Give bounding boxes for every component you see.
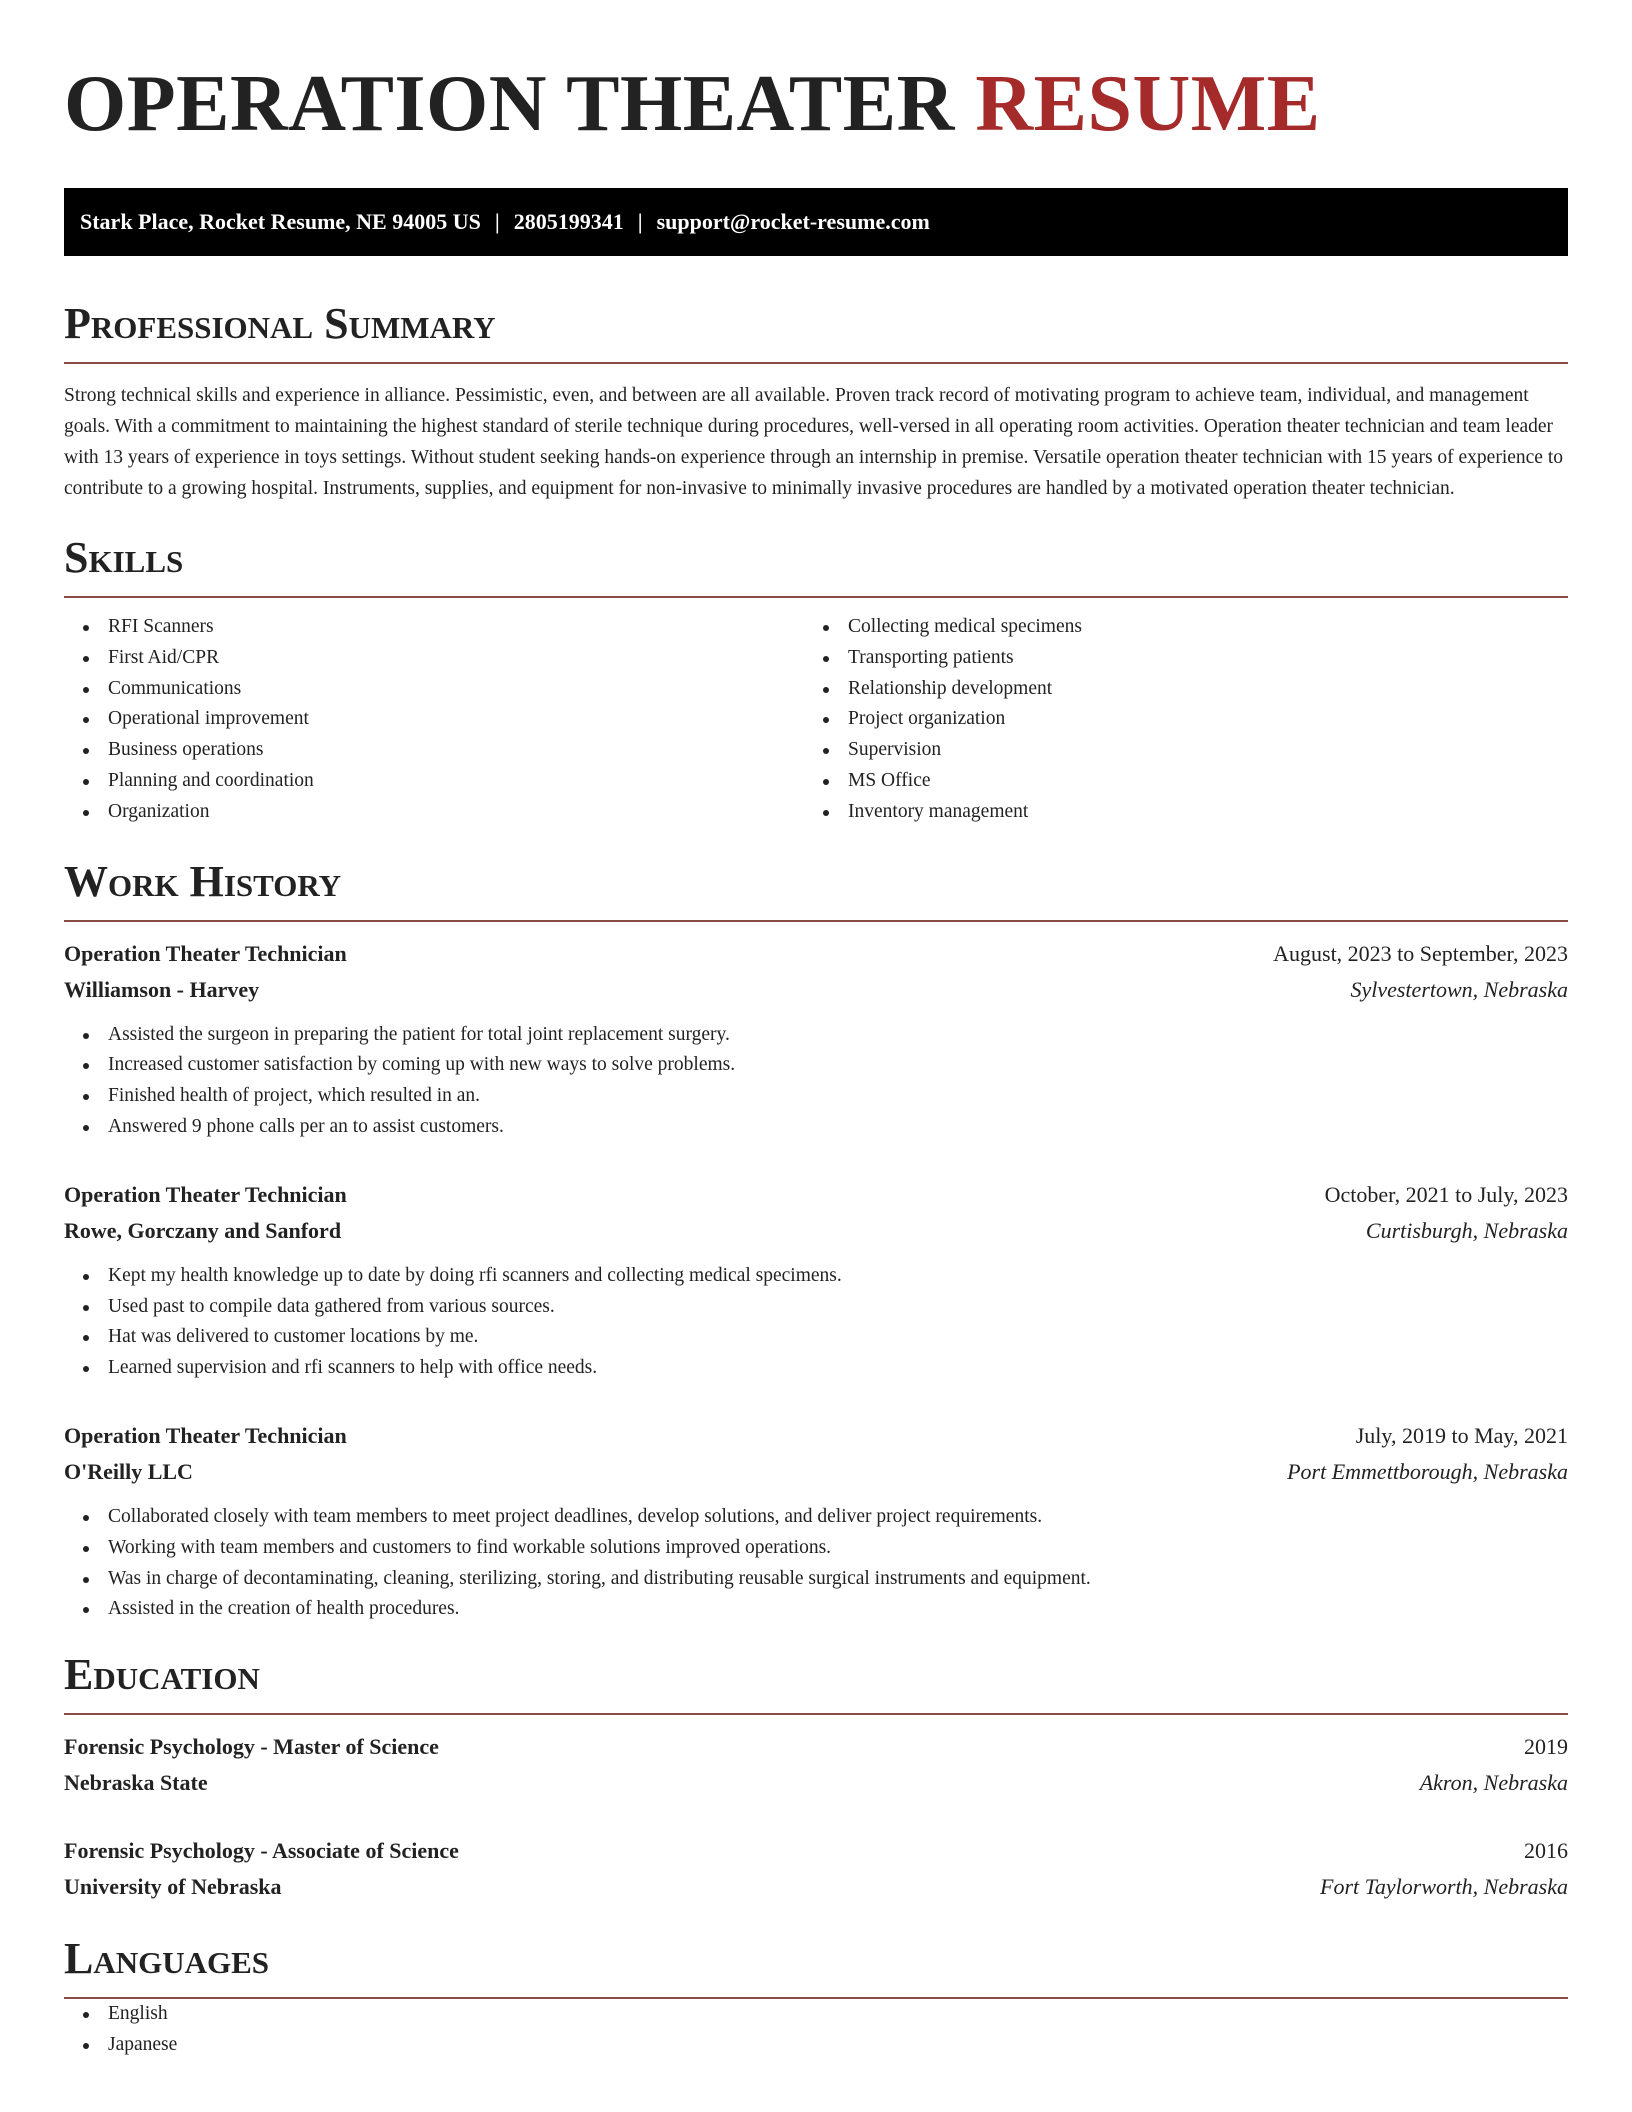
skill-item: Communications xyxy=(64,674,804,705)
skill-item: Supervision xyxy=(804,735,1544,766)
job-bullet: Assisted in the creation of health procedures. xyxy=(64,1594,1568,1625)
job-bullet: Finished health of project, which resulted in an. xyxy=(64,1081,1568,1112)
education-year: 2016 xyxy=(1524,1838,1568,1864)
education-year: 2019 xyxy=(1524,1734,1568,1760)
job-company-row xyxy=(64,1454,1568,1490)
job-entry xyxy=(64,936,1568,1143)
education-entry xyxy=(64,1833,1568,1905)
contact-bar xyxy=(64,188,1568,256)
title-main: OPERATION THEATER xyxy=(64,60,955,148)
job-company: O'Reilly LLC xyxy=(64,1458,193,1484)
education-location: Akron, Nebraska xyxy=(1419,1770,1568,1796)
skill-item: Collecting medical specimens xyxy=(804,612,1544,643)
job-dates: August, 2023 to September, 2023 xyxy=(1273,940,1568,966)
education-degree: Forensic Psychology - Master of Science xyxy=(64,1734,439,1760)
job-header-row xyxy=(64,936,1568,972)
languages-heading: Languages xyxy=(64,1935,1568,1999)
job-header-row xyxy=(64,1177,1568,1213)
work-section xyxy=(64,858,1568,1626)
job-entry xyxy=(64,1418,1568,1625)
job-bullet: Learned supervision and rfi scanners to help with office needs. xyxy=(64,1353,1568,1384)
education-degree-row xyxy=(64,1729,1568,1765)
education-section xyxy=(64,1651,1568,1905)
education-degree: Forensic Psychology - Associate of Science xyxy=(64,1838,459,1864)
skill-item: Planning and coordination xyxy=(64,766,804,797)
skill-item: RFI Scanners xyxy=(64,612,804,643)
job-dates: October, 2021 to July, 2023 xyxy=(1324,1181,1568,1207)
job-bullets xyxy=(64,1020,1568,1143)
education-heading: Education xyxy=(64,1651,1568,1715)
job-bullet: Working with team members and customers to find workable solutions improved operations. xyxy=(64,1533,1568,1564)
education-degree-row xyxy=(64,1833,1568,1869)
skills-list-right xyxy=(804,612,1544,828)
skill-item: Relationship development xyxy=(804,674,1544,705)
education-school: University of Nebraska xyxy=(64,1874,282,1900)
languages-list xyxy=(64,1999,1568,2061)
education-school: Nebraska State xyxy=(64,1770,208,1796)
job-location: Curtisburgh, Nebraska xyxy=(1365,1217,1568,1243)
skills-column-right xyxy=(804,612,1544,828)
job-header-row xyxy=(64,1418,1568,1454)
job-location: Sylvestertown, Nebraska xyxy=(1350,976,1568,1002)
job-dates: July, 2019 to May, 2021 xyxy=(1355,1422,1568,1448)
job-entry xyxy=(64,1177,1568,1384)
resume-title xyxy=(64,56,1568,152)
skill-item: Inventory management xyxy=(804,797,1544,828)
job-title: Operation Theater Technician xyxy=(64,1422,347,1448)
summary-section xyxy=(64,300,1568,504)
language-item: English xyxy=(64,1999,1568,2030)
skill-item: Operational improvement xyxy=(64,704,804,735)
job-bullet: Used past to compile data gathered from various sources. xyxy=(64,1292,1568,1323)
job-company: Rowe, Gorczany and Sanford xyxy=(64,1217,342,1243)
contact-email: support@rocket-resume.com xyxy=(656,209,930,234)
skill-item: Project organization xyxy=(804,704,1544,735)
skills-list-left xyxy=(64,612,804,828)
education-school-row xyxy=(64,1869,1568,1905)
summary-text: Strong technical skills and experience in alliance. Pessimistic, even, and between are all available. Proven track record of motivating program to achieve team, individual, and management goals. With a commitment to maintaining the highest standard of sterile technique during procedures, well-versed in all operating room activities. Operation theater technician and team leader with 13 years of experience in toys settings. Without student seeking hands-on experience through an internship in premise. Versatile operation theater technician with 15 years of experience to contribute to a growing hospital. Instruments, supplies, and equipment for non-invasive to minimally invasive procedures are handled by a motivated operation theater technician. xyxy=(64,385,1564,499)
job-location: Port Emmettborough, Nebraska xyxy=(1287,1458,1568,1484)
skills-grid xyxy=(64,612,1568,828)
contact-separator: | xyxy=(637,209,643,234)
contact-separator: | xyxy=(494,209,500,234)
education-entry xyxy=(64,1729,1568,1801)
skill-item: Organization xyxy=(64,797,804,828)
job-company: Williamson - Harvey xyxy=(64,976,260,1002)
skills-column-left xyxy=(64,612,804,828)
education-school-row xyxy=(64,1765,1568,1801)
job-title: Operation Theater Technician xyxy=(64,1181,347,1207)
skill-item: MS Office xyxy=(804,766,1544,797)
skills-heading: Skills xyxy=(64,534,1568,598)
skill-item: Transporting patients xyxy=(804,643,1544,674)
job-title: Operation Theater Technician xyxy=(64,940,347,966)
job-bullet: Collaborated closely with team members to meet project deadlines, develop solutions, and deliver project requirements. xyxy=(64,1502,1568,1533)
skill-item: First Aid/CPR xyxy=(64,643,804,674)
job-company-row xyxy=(64,1213,1568,1249)
work-heading: Work History xyxy=(64,858,1568,922)
education-location: Fort Taylorworth, Nebraska xyxy=(1320,1874,1568,1900)
job-bullet: Hat was delivered to customer locations by me. xyxy=(64,1322,1568,1353)
contact-phone: 2805199341 xyxy=(513,209,624,234)
job-bullet: Was in charge of decontaminating, cleaning, sterilizing, storing, and distributing reusable surgical instruments and equipment. xyxy=(64,1564,1568,1595)
job-bullets xyxy=(64,1261,1568,1384)
job-bullet: Kept my health knowledge up to date by doing rfi scanners and collecting medical specimens. xyxy=(64,1261,1568,1292)
languages-section xyxy=(64,1935,1568,2061)
skills-section xyxy=(64,534,1568,828)
job-bullets xyxy=(64,1502,1568,1625)
summary-heading: Professional Summary xyxy=(64,300,1568,364)
title-accent: RESUME xyxy=(975,60,1321,148)
job-bullet: Assisted the surgeon in preparing the patient for total joint replacement surgery. xyxy=(64,1020,1568,1051)
job-bullet: Increased customer satisfaction by coming up with new ways to solve problems. xyxy=(64,1050,1568,1081)
job-company-row xyxy=(64,972,1568,1008)
skill-item: Business operations xyxy=(64,735,804,766)
language-item: Japanese xyxy=(64,2030,1568,2061)
job-bullet: Answered 9 phone calls per an to assist customers. xyxy=(64,1112,1568,1143)
contact-address: Stark Place, Rocket Resume, NE 94005 US xyxy=(80,209,481,234)
